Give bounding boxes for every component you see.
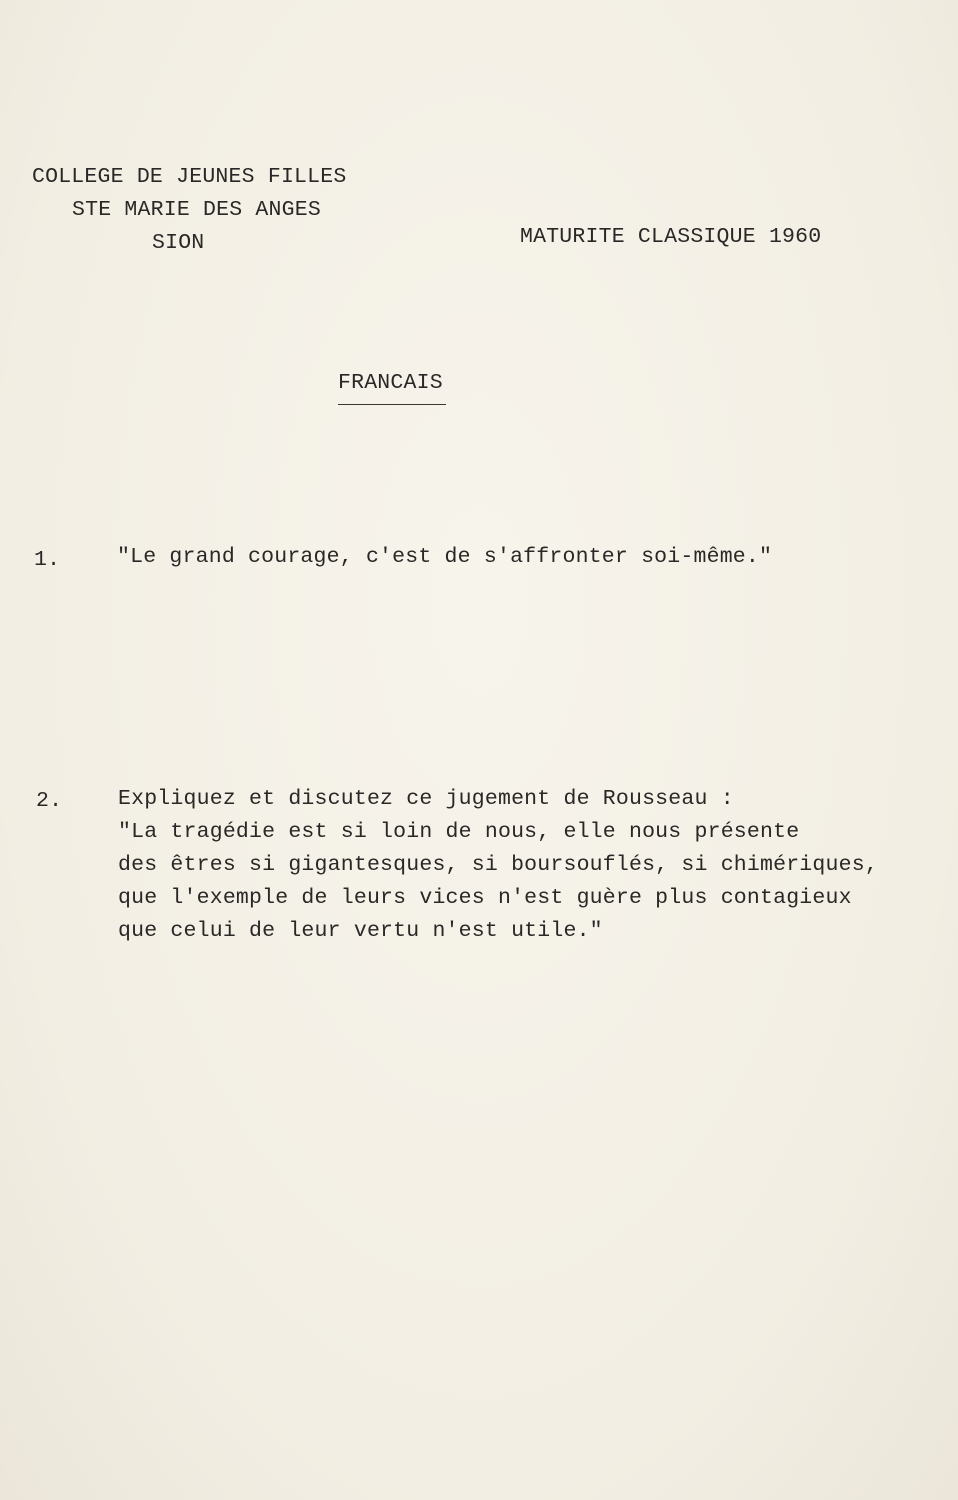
- question-2-line-3: des êtres si gigantesques, si boursouflés, si chimériques,: [118, 853, 878, 877]
- question-1-number: 1.: [34, 548, 61, 572]
- question-2-line-1: Expliquez et discutez ce jugement de Rousseau :: [118, 787, 734, 811]
- question-2-line-2: "La tragédie est si loin de nous, elle nous présente: [118, 820, 800, 844]
- subject-underline: [338, 404, 446, 405]
- question-2-line-4: que l'exemple de leurs vices n'est guère plus contagieux: [118, 886, 852, 910]
- school-name-line-1: COLLEGE DE JEUNES FILLES: [32, 165, 347, 189]
- question-2-line-5: que celui de leur vertu n'est utile.": [118, 919, 603, 943]
- school-city: SION: [152, 231, 205, 255]
- exam-title: MATURITE CLASSIQUE 1960: [520, 225, 822, 249]
- question-2-number: 2.: [36, 789, 63, 813]
- school-name-line-2: STE MARIE DES ANGES: [72, 198, 321, 222]
- subject-title: FRANCAIS: [338, 371, 443, 395]
- question-1-text: "Le grand courage, c'est de s'affronter soi-même.": [117, 545, 773, 569]
